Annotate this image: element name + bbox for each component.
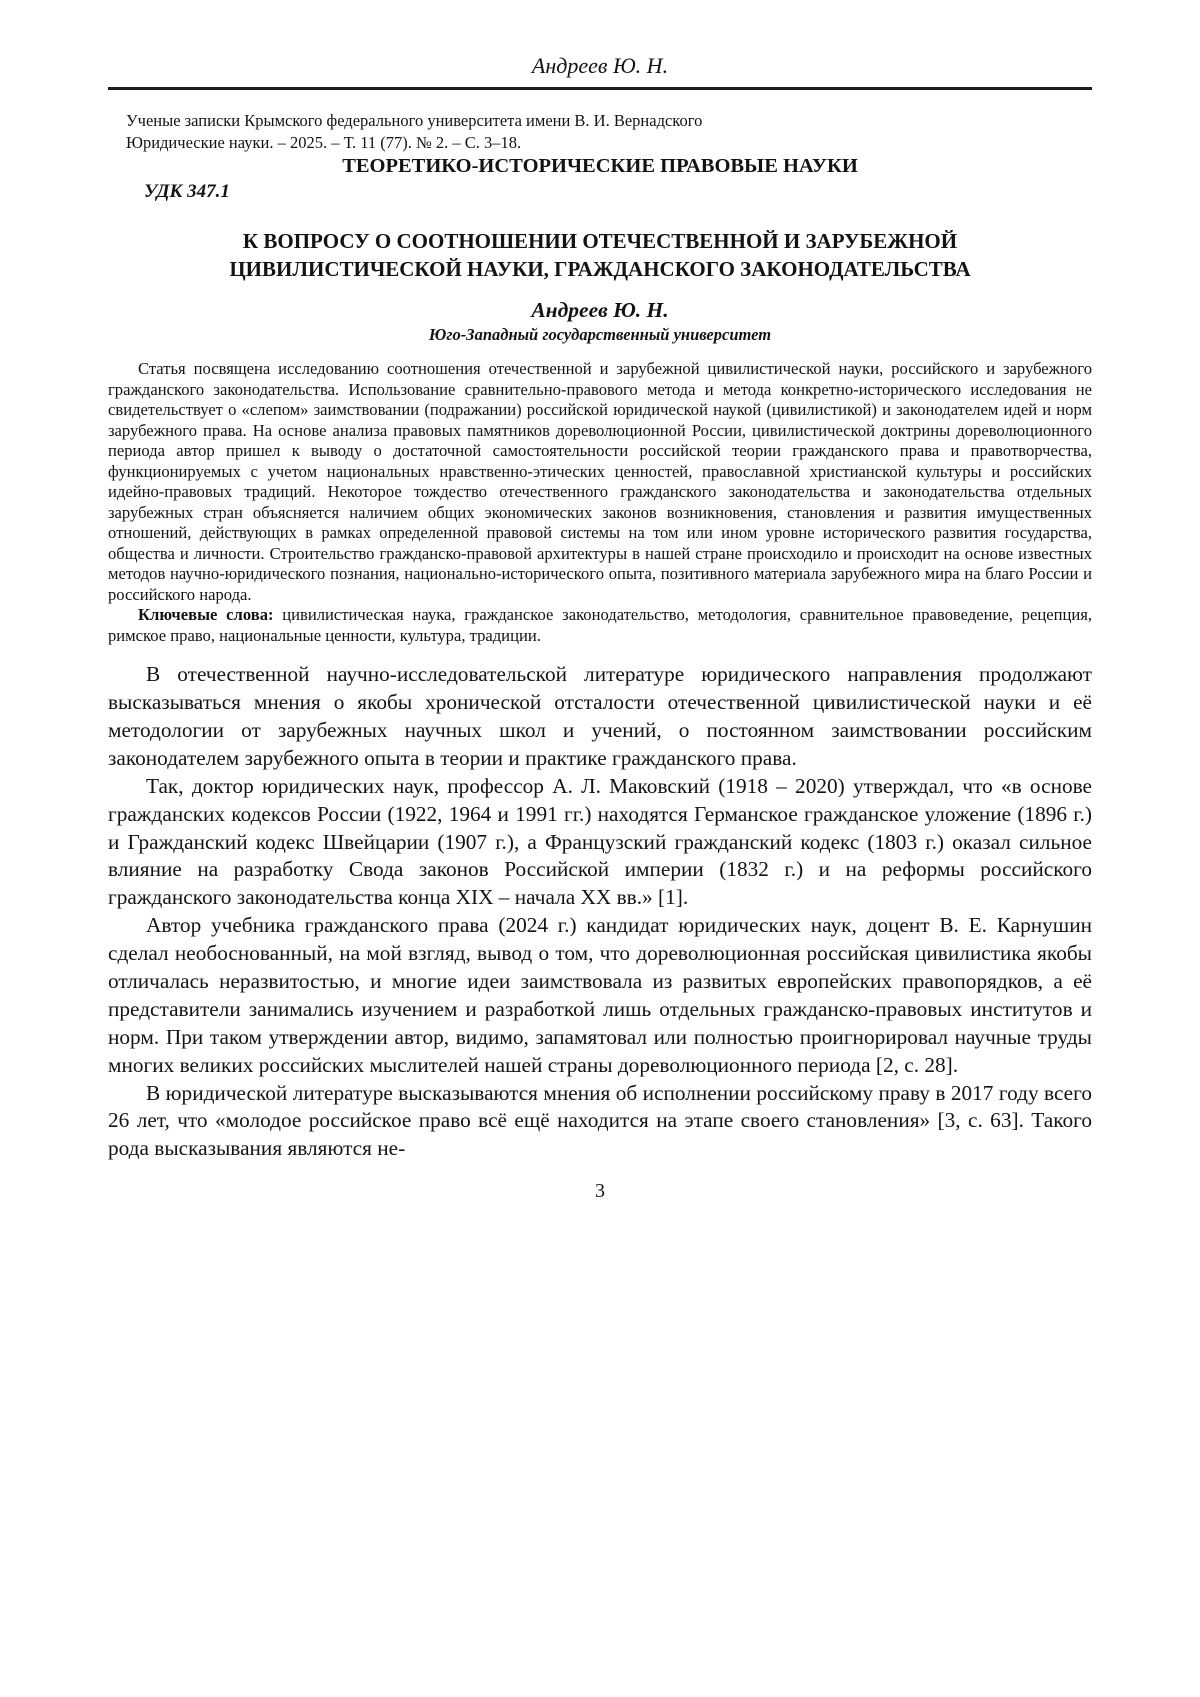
article-body [108, 661, 1092, 1163]
article-title-line-2: ЦИВИЛИСТИЧЕСКОЙ НАУКИ, ГРАЖДАНСКОГО ЗАКОНОДАТЕЛЬСТВА [229, 256, 971, 281]
article-title-line-1: К ВОПРОСУ О СООТНОШЕНИИ ОТЕЧЕСТВЕННОЙ И ЗАРУБЕЖНОЙ [242, 228, 958, 253]
keywords-block [108, 605, 1092, 646]
body-paragraph-1: В отечественной научно-исследовательской литературе юридического направления продолжают высказываться мнения о якобы хронической отсталости отечественной цивилистической науки и её методологии от зарубежных научных школ и учений, о постоянном заимствовании российским законодателем зарубежного опыта в теории и практике гражданского права. [108, 662, 1092, 770]
keywords-label: Ключевые слова: [138, 605, 274, 625]
journal-citation [126, 110, 1092, 153]
header-rule [108, 87, 1092, 90]
body-paragraph-4: В юридической литературе высказываются мнения об исполнении российскому праву в 2017 году всего 26 лет, что «молодое российское право всё ещё находится на этапе своего становления» [3, с. 63]. Такого рода высказывания являются не- [108, 1080, 1092, 1161]
author-name: Андреев Ю. Н. [531, 298, 669, 323]
abstract-text: Статья посвящена исследованию соотношения отечественной и зарубежной цивилистической науки, российского и зарубежного гражданского законодательства. Использование сравнительно-правового метода и метода конкретно-исторического исследования не свидетельствует о «слепом» заимствовании (подражании) российской юридической наукой (цивилистикой) и законодателем идей и норм зарубежного права. На основе анализа правовых памятников дореволюционной России, цивилистической доктрины дореволюционного периода автор пришел к выводу о достаточной самостоятельности российской теории гражданского права и правотворчества, функционируемых с учетом национальных нравственно-этических ценностей, православной христианской культуры и российских идейно-правовых традиций. Некоторое тождество отечественного гражданского законодательства и законодательства отдельных зарубежных стран объясняется наличием общих экономических законов возникновения, становления и развития имущественных отношений, действующих в рамках определенной правовой системы на том или ином уровне исторического развития государства, общества и личности. Строительство гражданско-правовой архитектуры в нашей стране происходило и происходит на основе известных методов научно-юридического познания, национально-исторического опыта, позитивного материала зарубежного мира на благо России и российского народа. [108, 359, 1092, 604]
running-head: Андреев Ю. Н. [531, 53, 669, 78]
udc-code: УДК 347.1 [144, 180, 230, 202]
body-paragraph-3: Автор учебника гражданского права (2024 г.) кандидат юридических наук, доцент В. Е. Карнушин сделал необоснованный, на мой взгляд, вывод о том, что дореволюционная российская цивилистика якобы отличалась неразвитостью, и многие идеи заимствовала из развитых европейских правопорядков, а её представители занимались изучением и разработкой лишь отдельных гражданско-правовых институтов и норм. При таком утверждении автор, видимо, запамятовал или полностью проигнорировал научные труды многих великих российских мыслителей нашей страны дореволюционного периода [2, с. 28]. [108, 913, 1092, 1077]
author-affiliation: Юго-Западный государственный университет [428, 325, 772, 345]
section-heading: ТЕОРЕТИКО-ИСТОРИЧЕСКИЕ ПРАВОВЫЕ НАУКИ [342, 155, 858, 178]
page-number: 3 [595, 1180, 605, 1203]
citation-line-2: Юридические науки. – 2025. – Т. 11 (77). № 2. – С. 3–18. [126, 132, 522, 152]
keywords-text: цивилистическая наука, гражданское законодательство, методология, сравнительное правоведение, рецепция, римское право, национальные ценности, культура, традиции. [108, 605, 1092, 645]
citation-line-1: Ученые записки Крымского федерального университета имени В. И. Вернадского [126, 111, 703, 131]
article-title [108, 227, 1092, 284]
body-paragraph-2: Так, доктор юридических наук, профессор А. Л. Маковский (1918 – 2020) утверждал, что «в основе гражданских кодексов России (1922, 1964 и 1991 гг.) находятся Германское гражданское уложение (1896 г.) и Гражданский кодекс Швейцарии (1907 г.), а Французский гражданский кодекс (1803 г.) оказал сильное влияние на разработку Свода законов Российской империи (1832 г.) и на реформы российского гражданского законодательства конца XIX – начала XX вв.» [1]. [108, 773, 1092, 910]
